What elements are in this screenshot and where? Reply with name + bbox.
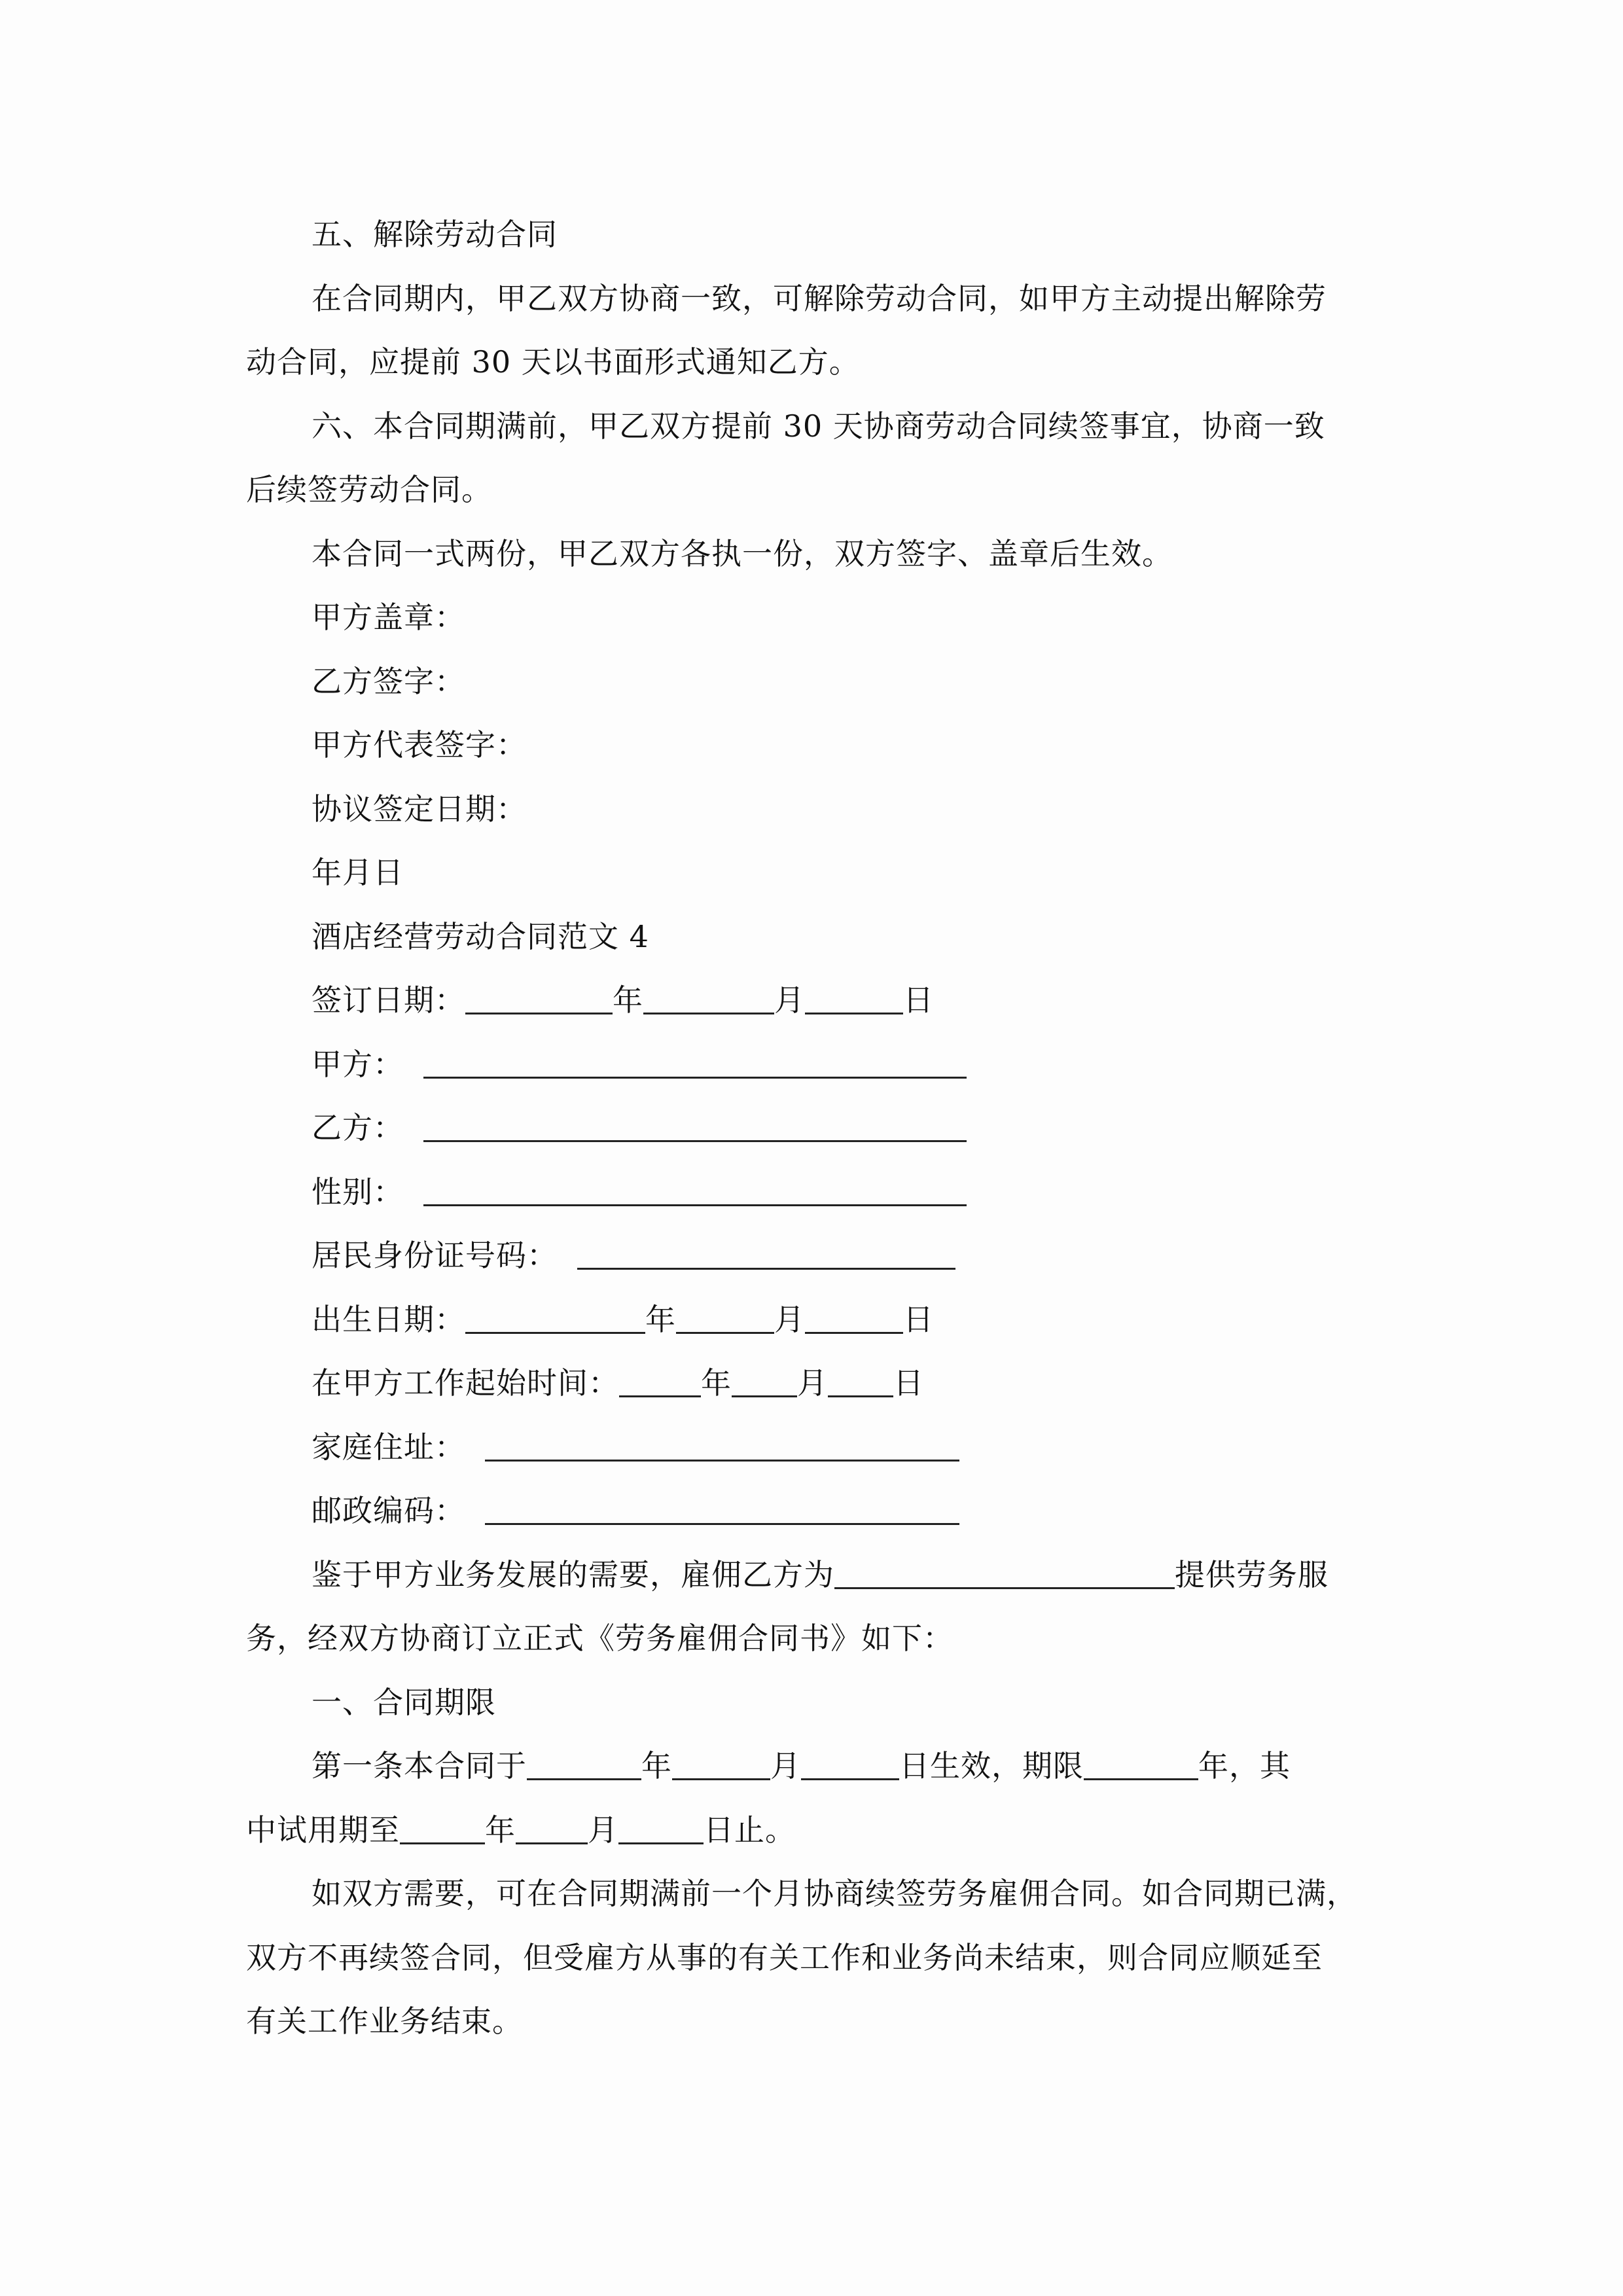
renewal-line2: 双方不再续签合同，但受雇方从事的有关工作和业务尚未结束，则合同应顺延至 — [246, 1939, 1323, 1975]
party-a-rep-sign-label: 甲方代表签字： — [312, 727, 527, 762]
copies-clause: 本合同一式两份，甲乙双方各执一份，双方签字、盖章后生效。 — [312, 535, 1173, 571]
birth-year-blank[interactable] — [465, 1302, 645, 1334]
sign-date-day-blank[interactable] — [805, 982, 903, 1014]
effective-day-blank[interactable] — [801, 1748, 899, 1780]
section5-para-line1: 在合同期内，甲乙双方协商一致，可解除劳动合同，如甲方主动提出解除劳 — [312, 280, 1327, 316]
sign-date-month-blank[interactable] — [643, 982, 774, 1014]
probation-day-blank[interactable] — [618, 1812, 704, 1844]
month-label: 月 — [774, 1301, 805, 1337]
probation-text: 中试用期至 — [246, 1812, 400, 1848]
party-a-blank[interactable] — [423, 1047, 967, 1079]
year-label: 年 — [613, 982, 643, 1018]
preamble-part2: 提供劳务服 — [1175, 1556, 1329, 1592]
party-b-row — [246, 1096, 1378, 1160]
party-b-sign-label: 乙方签字： — [312, 663, 465, 699]
contract4-title: 酒店经营劳动合同范文 4 — [312, 918, 649, 954]
day-label: 日 — [893, 1365, 924, 1401]
year-label: 年 — [701, 1365, 732, 1401]
id-number-row — [246, 1224, 1378, 1288]
start-month-blank[interactable] — [732, 1365, 797, 1397]
start-year-blank[interactable] — [619, 1365, 701, 1397]
preamble-line1 — [246, 1543, 1378, 1607]
party-a-label: 甲方： — [312, 1046, 404, 1082]
probation-year-blank[interactable] — [400, 1812, 485, 1844]
party-b-blank[interactable] — [423, 1110, 967, 1142]
sign-date-year-blank[interactable] — [465, 982, 613, 1014]
month-label: 月 — [770, 1748, 801, 1784]
address-blank[interactable] — [485, 1429, 959, 1462]
probation-end-text: 日止。 — [704, 1812, 796, 1848]
renewal-line1: 如双方需要，可在合同期满前一个月协商续签劳务雇佣合同。如合同期已满， — [312, 1876, 1357, 1911]
effective-month-blank[interactable] — [672, 1748, 770, 1780]
gender-row — [246, 1160, 1378, 1225]
id-number-label: 居民身份证号码： — [312, 1238, 558, 1273]
article1-line1 — [246, 1734, 1378, 1799]
section5-heading: 五、解除劳动合同 — [312, 217, 558, 252]
month-label: 月 — [588, 1812, 618, 1848]
article1-text1: 第一条本合同于 — [312, 1748, 527, 1784]
party-a-row — [246, 1033, 1378, 1097]
birth-day-blank[interactable] — [805, 1302, 903, 1334]
party-a-seal-label: 甲方盖章： — [312, 600, 465, 635]
gender-blank[interactable] — [423, 1174, 967, 1206]
birth-date-label: 出生日期： — [312, 1301, 465, 1337]
year-label: 年 — [641, 1748, 672, 1784]
article1-text3: 年，其 — [1198, 1748, 1291, 1784]
day-label: 日 — [903, 1301, 934, 1337]
effective-year-blank[interactable] — [527, 1748, 641, 1780]
agreement-date-label: 协议签定日期： — [312, 791, 527, 827]
article1-line2 — [246, 1799, 1378, 1863]
probation-month-blank[interactable] — [516, 1812, 588, 1844]
section6-line1: 六、本合同期满前，甲乙双方提前 30 天协商劳动合同续签事宜，协商一致 — [312, 408, 1325, 444]
sign-date-row — [246, 969, 1378, 1033]
section5-para-line2: 动合同，应提前 30 天以书面形式通知乙方。 — [246, 344, 860, 380]
postcode-row — [246, 1479, 1378, 1543]
party-b-label: 乙方： — [312, 1110, 404, 1145]
postcode-blank[interactable] — [485, 1493, 959, 1525]
renewal-line3: 有关工作业务结束。 — [246, 2003, 523, 2039]
month-label: 月 — [774, 982, 805, 1018]
start-day-blank[interactable] — [828, 1365, 893, 1397]
preamble-part1: 鉴于甲方业务发展的需要，雇佣乙方为 — [312, 1556, 834, 1592]
article1-text2: 日生效，期限 — [899, 1748, 1084, 1784]
birth-date-row — [246, 1288, 1378, 1352]
date-ymd: 年月日 — [312, 855, 404, 890]
birth-month-blank[interactable] — [676, 1302, 774, 1334]
address-row — [246, 1416, 1378, 1480]
start-time-label: 在甲方工作起始时间： — [312, 1365, 619, 1401]
month-label: 月 — [797, 1365, 828, 1401]
term-heading: 一、合同期限 — [312, 1684, 496, 1720]
document-page — [246, 203, 1378, 2054]
gender-label: 性别： — [312, 1174, 404, 1210]
start-time-row — [246, 1352, 1378, 1416]
service-blank[interactable] — [834, 1557, 1175, 1589]
section6-line2: 后续签劳动合同。 — [246, 472, 492, 507]
postcode-label: 邮政编码： — [312, 1493, 465, 1528]
year-label: 年 — [645, 1301, 676, 1337]
sign-date-label: 签订日期： — [312, 982, 465, 1018]
term-years-blank[interactable] — [1084, 1748, 1198, 1780]
address-label: 家庭住址： — [312, 1429, 465, 1465]
id-number-blank[interactable] — [577, 1238, 955, 1270]
day-label: 日 — [903, 982, 934, 1018]
preamble-line2: 务，经双方协商订立正式《劳务雇佣合同书》如下： — [246, 1621, 954, 1656]
year-label: 年 — [485, 1812, 516, 1848]
